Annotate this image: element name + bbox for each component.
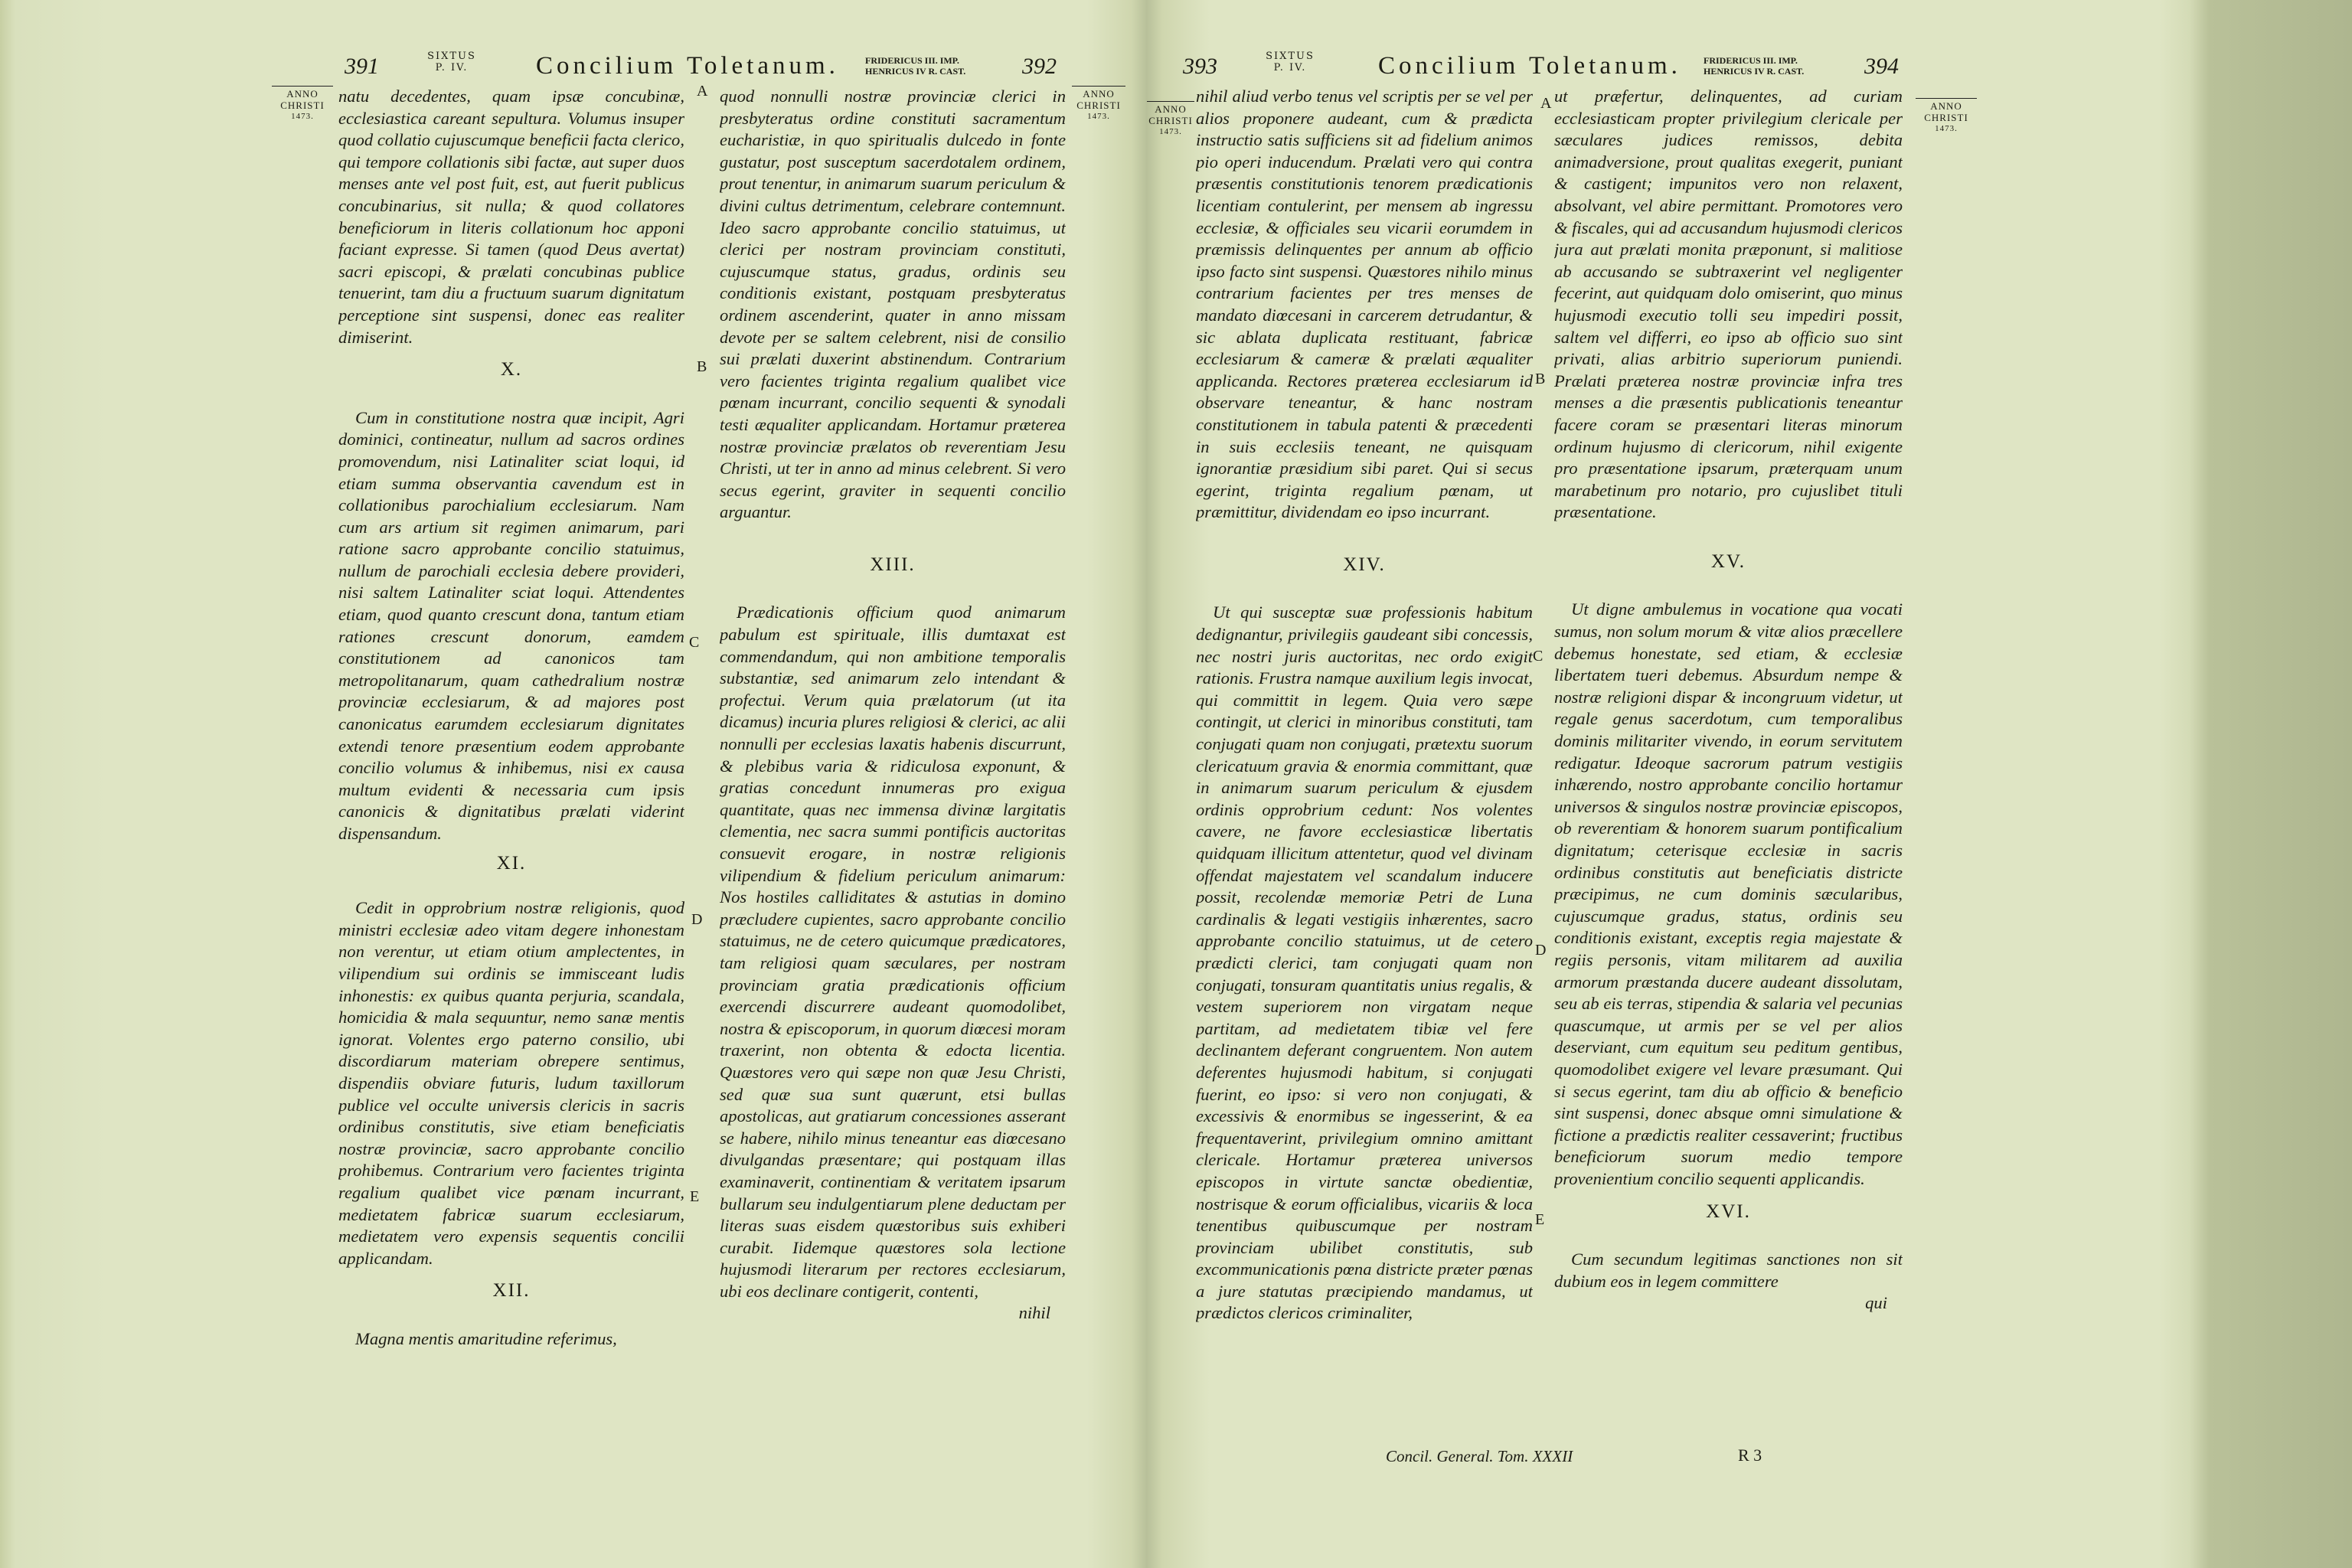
pontiff-label: SIXTUS P. IV.: [1266, 51, 1315, 74]
page-number-393: 393: [1183, 54, 1217, 79]
paragraph-ix-end: natu decedentes, quam ipsæ concubinæ, ecclesiastica careant sepultura. Volumus insuper quod collatio cujuscumque beneficii facta clerico, qui tempore collationis sibi factæ, aut super duos menses ante vel post fuit, est, aut fuerit publicus concubinarius, sit nulla; & quod collatores beneficiorum in literis collationum hoc apponi faciant expresse. Si tamen (quod Deus avertat) sacri episcopi, & prælati concubinas publice tenuerint, tam diu a fructuum suarum dignitatum perceptione sint suspensi, donec eas realiter dimiserint.: [338, 87, 684, 347]
paragraph-xiii: Prædicationis officium quod animarum pabulum est spirituale, illis dumtaxat est commendandum, qui non ambitione temporalis substantiæ, sed animarum zelo intendant & profectui. Verum quia prælatorum (ut ita dicamus) incuria plures religiosi & clerici, ac alii nonnulli per ecclesias laxatis habenis discurrunt, & plebibus varia & ridiculosa exponunt, & gratias concedunt innumeras pro exigua quantitate, quas nec immensa divinæ largitatis clementia, nec sacra summi pontificis auctoritas consuevit erogare, in nostræ religionis vilipendium & fidelium periculum animarum: Nos hostiles calliditates & astutias in domino præcludere cupientes, sacro approbante concilio statuimus, ne de cetero quicumque prædicatores, tam religiosi quam sæculares, per nostram provinciam gratia prædicationis officium exercendi discurrere audeant quomodolibet, nostra & episcoporum, in quorum diœcesi moram traxerint, non obtenta & edocta licentia. Quæstores vero qui sæpe non quæ Jesu Christi, sed quæ sua sunt quærunt, etsi bullas apostolicas, aut gratiarum concessiones asserant se habere, nihilo minus teneantur eas diœcesano divulgandas præsentare; qui postquam illas examinaverit, continentiam & veritatem ipsarum bullarum seu indulgentiarum plene deductam per literas suas eisdem quæstoribus suis exhiberi curabit. Iidemque quæstores sola lectione hujusmodi literarum per rectores ecclesiarum, ubi eos declinare contigerit, contenti,: [720, 603, 1066, 1301]
section-letter-d: D: [691, 911, 703, 928]
section-heading-xvi: XVI.: [1706, 1200, 1751, 1222]
page-number-394: 394: [1864, 54, 1899, 79]
paragraph-xii-start: Magna mentis amaritudine referimus,: [355, 1328, 617, 1348]
ruler-label: FRIDERICUS III. IMP. HENRICUS IV R. CAST.: [1704, 55, 1805, 77]
section-letter-e: E: [1535, 1211, 1545, 1228]
margin-year-note-left: ANNO CHRISTI 1473.: [1147, 101, 1194, 138]
section-heading-xi: XI.: [496, 852, 527, 874]
section-heading-xv: XV.: [1710, 550, 1746, 572]
running-title: Concilium Toletanum.: [536, 52, 839, 80]
margin-year-note: ANNO CHRISTI 1473.: [272, 86, 333, 122]
section-heading-x: X.: [500, 359, 523, 381]
signature-mark: R 3: [1738, 1446, 1762, 1465]
right-page-header: [1148, 46, 2220, 92]
paragraph-xi: Cedit in opprobrium nostræ religionis, quod ministri ecclesiæ adeo vitam degere inhonestam non verentur, ut etiam otium amplectentes, in vilipendium sui ordinis se immisceant ludis inhonestis: ex quibus quanta perjuria, scandala, homicidia & mala sequuntur, nemo sanæ mentis ignorat. Volentes ergo paterno consilio, ubi discordiarum materiam obrepere sentimus, dispendiis obviare futuris, ludum taxillorum publice vel occulte universis clericis in sacris ordinibus constitutis, sive etiam beneficiatis nostræ provinciæ, sacro approbante concilio prohibemus. Contrarium vero facientes triginta regalium qualibet vice pœnam incurrant, medietatem fabricæ suarum ecclesiarum, medietatem vero expensis sequentis concilii applicandam.: [338, 898, 684, 1268]
section-letter-c: C: [1533, 648, 1544, 665]
section-letter-a: A: [1540, 95, 1552, 112]
page-number-392: 392: [1022, 54, 1057, 79]
page-number-391: 391: [345, 54, 379, 79]
section-letter-b: B: [697, 358, 707, 375]
right-page: [1148, 0, 2220, 1568]
running-title: Concilium Toletanum.: [1378, 52, 1681, 80]
ruler-label: FRIDERICUS III. IMP. HENRICUS IV R. CAST.: [865, 55, 966, 77]
left-column-1: [338, 86, 684, 1433]
left-page-header: [0, 46, 1145, 92]
section-letter-e: E: [690, 1188, 700, 1205]
footer-volume: Concil. General. Tom. XXXII: [1386, 1447, 1573, 1465]
margin-year-note: ANNO CHRISTI 1473.: [1916, 98, 1977, 135]
section-letter-b: B: [1535, 371, 1546, 387]
pontiff-label: SIXTUS P. IV.: [427, 51, 476, 74]
section-heading-xiii: XIII.: [870, 554, 916, 575]
paragraph-xiv-cont: ut præfertur, delinquentes, ad curiam ecclesiasticam propter privilegium clericale per sæculares judices remissos, debita animadversione, prout qualitas exegerit, puniant & castigent; impunitos vero non relaxent, absolvant, vel abire permittant. Promotores vero & fiscales, qui ad accusandum hujusmodi clericos jura aut prælati monita præponunt, si malitiose ab accusando se subtraxerint vel negligenter fecerint, aut quidquam dolo omiserint, quo minus hujusmodi executio tolli seu impediri possit, saltem vel differri, eo ipso ab officio suo sint privati, alias arbitrio superiorum puniendi. Prælati præterea nostræ provinciæ infra tres menses a die præsentis publicationis teneantur facere coram se præsentari literas minorum ordinum hujusmo di clericorum, nihil exigente pro præsentatione ipsarum, præterquam unum marabetinum pro notario, pro cujuslibet tituli præsentatione.: [1554, 87, 1903, 522]
right-column-1: [1196, 86, 1533, 1464]
paragraph-xv: Ut digne ambulemus in vocatione qua vocati sumus, non solum morum & vitæ alios præcellere debemus honestate, sed etiam, & ecclesiæ libertatem tueri debemus. Absurdum nempe & nostræ religioni dispar & incongruum videtur, ut regale genus sacerdotum, cum temporalibus dominis militariter vivendo, in eorum servitutem redigatur. Ideoque sacrorum patrum vestigiis inhærendo, nostro approbante concilio hortamur universos & singulos nostræ provinciæ episcopos, ob reverentiam & honorem suarum pontificalium dignitatum; ceterisque ecclesiæ in sacris ordinibus constitutis aut beneficiatis districte præcipimus, ne cum dominis sæcularibus, cujuscumque gradus, status, ordinis seu conditionis existant, exceptis regia majestate & regiis personis, vitam militarem ad auxilia armorum præstanda ducere audeant dissolutam, seu ab eis terras, stipendia & salaria vel pecunias quascumque, ut armis per se vel per alios deserviant, cum equitum seu peditum gentibus, quomodolibet exigere vel levare præsumant. Qui si secus egerint, tam diu ab officio & beneficio sint suspensi, donec absque omni simulatione & fictione a prædictis realiter cessaverint; fructibus beneficiorum suorum medio tempore provenientium concilio sequenti applicandis.: [1554, 599, 1903, 1188]
paragraph-xvi-start: Cum secundum legitimas sanctiones non sit dubium eos in legem committere: [1554, 1250, 1903, 1291]
paragraph-xiii-cont: nihil aliud verbo tenus vel scriptis per se vel per alios proponere audeant, cum & prædicta instructio satis sufficiens sit ad fidelium animos pio operi inducendum. Prælati vero qui contra præsentis constitutionis tenorem prædicationis licentiam contulerint, per mensem ab ingressu ecclesiæ, & officiales seu vicarii eorumdem in præmissis delinquentes per annum ab officio ipso facto sint suspensi. Quæstores nihilo minus contrarium facientes per tres menses de mandato diœcesani in carcerem detrudantur, & sic ablata duplicata restituant, fabricæ ecclesiarum & cameræ & prælati æqualiter applicanda. Rectores præterea ecclesiarum id observare teneantur, & hanc nostram constitutionem in tabula patenti & præcedenti in suis ecclesiis teneant, ne quisquam ignorantiæ præsidium sibi paret. Qui si secus egerint, triginta regalium pœnam, ut præmittitur, dividendam eo ipso incurrant.: [1196, 87, 1533, 522]
paragraph-xii-cont: quod nonnulli nostræ provinciæ clerici in presbyteratus ordine constituti sacramentum eucharistiæ, in quo spiritualis dulcedo in fonte gustatur, post susceptum sacerdotalem ordinem, prout tenentur, in animarum suarum periculum & divini cultus detrimentum, celebrare contemnunt. Ideo sacro approbante concilio statuimus, ut clerici per nostram provinciam constituti, cujuscumque status, gradus, ordinis seu conditionis existant, postquam presbyteratus ordinem ascenderint, quater in anno missam devote per se saltem celebrent, nisi de consilio sui prælati duxerint abstinendum. Contrarium vero facientes triginta regalium qualibet vice pœnam incurrant, concilio sequenti & synodali testi æqualiter applicandam. Hortamur præterea nostræ provinciæ prælatos ob reverentiam Jesu Christi, ut ter in anno ad minus celebrent. Si vero secus egerint, graviter in sequenti concilio arguantur.: [720, 87, 1066, 522]
section-heading-xii: XII.: [492, 1280, 531, 1302]
paragraph-xiv: Ut qui susceptæ suæ professionis habitum dedignantur, privilegiis gaudeant sibi concessis, nec nostri juris auctoritas, nec ordo exigit rationis. Frustra namque auxilium legis invocat, qui committit in legem. Quia vero sæpe contingit, ut clerici in minoribus constituti, tam conjugati quam non conjugati, prætextu suorum clericatuum gravia & enormia committant, quæ in animarum suarum periculum & ejusdem ordinis opprobrium cedunt: Nos volentes cavere, ne favore ecclesiasticæ libertatis quidquam illicitum attentetur, quod vel divinam offendat majestatem vel scandalum inducere possit, recolendæ memoriæ Petri de Luna cardinalis & legati vestigiis inhærentes, sacro approbante concilio statuimus, ut de cetero prædicti clerici, tam conjugati quam non conjugati, tonsuram quantitatis unius regalis, & vestem superiorem non virgatam neque partitam, ad medietatem tibiæ vel fere declinantem deferant congruentem. Non autem deferentes hujusmodi habitum, si conjugati fuerint, eo ipso: si vero non conjugati, & excessivis & enormibus se ingesserint, & ea frequentaverint, privilegium omnino amittant clericale. Hortamur præterea universos episcopos in virtute sanctæ obedientiæ, nostrisque & eorum officialibus, vicariis & loca tenentibus quibuscumque per nostram provinciam ubilibet constitutis, sub excommunicationis pœna districte præter pœnas a jure statutas præcipiendo mandamus, ut prædictos clericos criminaliter,: [1196, 603, 1533, 1323]
left-column-2: [720, 86, 1066, 1456]
catchword-right: qui: [1865, 1293, 1887, 1313]
section-letter-d: D: [1535, 942, 1547, 959]
catchword-left: nihil: [1018, 1303, 1050, 1323]
left-page: [0, 0, 1145, 1568]
section-letter-a: A: [697, 83, 708, 100]
section-heading-xiv: XIV.: [1343, 554, 1386, 575]
right-column-2: [1554, 86, 1903, 1449]
margin-year-note-right: ANNO CHRISTI 1473.: [1072, 86, 1125, 122]
paragraph-x: Cum in constitutione nostra quæ incipit, Agri dominici, contineatur, nullum ad sacros ordines promovendum, nisi Latinaliter sciat loqui, id etiam summa observantia cavendum est in collationibus parochialium ecclesiarum. Nam cum ars artium sit regimen animarum, pari ratione sacro approbante concilio statuimus, nullum de parochiali ecclesia debere provideri, nisi saltem Latinaliter sciat loqui. Attendentes etiam, quod quanto crescunt dona, tantum etiam rationes crescunt donorum, eamdem constitutionem ad canonicos tam metropolitanarum, quam cathedralium nostræ provinciæ ecclesiarum, & ad majores post canonicatus earumdem ecclesiarum dignitates extendi tenore præsentium eodem approbante concilio volumus & inhibemus, nisi ex causa multum evidenti & necessaria cum ipsis canonicis & dignitatibus prælati viderint dispensandum.: [338, 407, 684, 843]
section-letter-c: C: [689, 634, 700, 651]
